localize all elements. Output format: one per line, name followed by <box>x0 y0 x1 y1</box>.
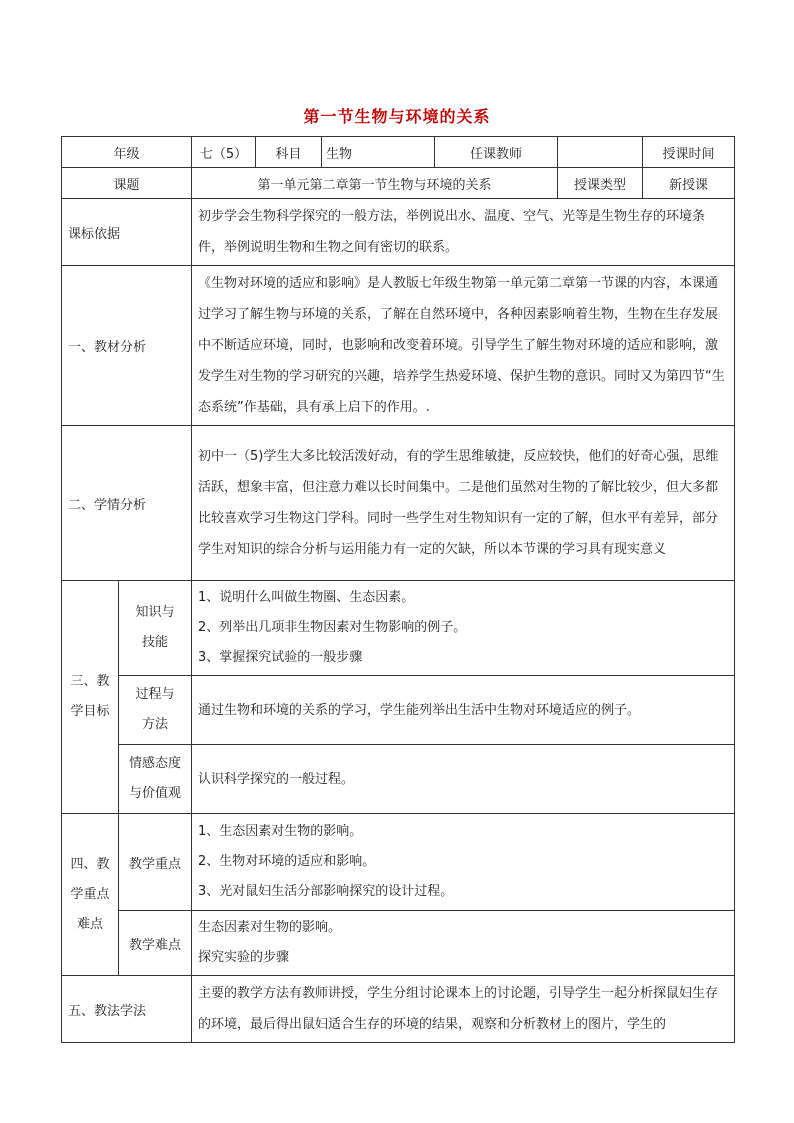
basis-text: 初步学会生物科学探究的一般方法，举例说出水、温度、空气、光等是生物生存的环境条件，举例说明生物和生物之间有密切的联系。 <box>192 199 735 266</box>
focus-key-row <box>62 814 735 911</box>
process-label: 过程与 方法 <box>119 676 192 745</box>
list-item: 3、光对鼠妇生活分部影响探究的设计过程。 <box>198 884 454 899</box>
knowledge-label: 知识与 技能 <box>119 581 192 676</box>
students-text: 初中一（5)学生大多比较活泼好动，有的学生思维敏捷，反应较快，他们的好奇心强，思维活跃，想象丰富，但注意力难以长时间集中。二是他们虽然对生物的了解比较少，但大多都比较喜欢学习生物这门学科。同时一些学生对生物知识有一定的了解，但水平有差异，部分学生对知识的综合分析与运用能力有一定的欠缺，所以本节课的学习具有现实意义 <box>192 426 735 581</box>
time-label: 授课时间 <box>643 137 735 168</box>
students-label: 二、学情分析 <box>62 426 192 581</box>
key-items <box>192 814 735 911</box>
list-item: 2、生物对环境的适应和影响。 <box>198 854 376 869</box>
methods-row <box>62 976 735 1043</box>
grade-value: 七（5） <box>192 137 256 168</box>
list-item: 1、说明什么叫做生物圈、生态因素。 <box>198 590 415 605</box>
topic-label: 课题 <box>62 168 192 199</box>
info-row-1 <box>62 137 735 168</box>
list-item: 生态因素对生物的影响。 <box>198 920 342 935</box>
textbook-row <box>62 266 735 426</box>
info-row-2 <box>62 168 735 199</box>
teacher-value <box>558 137 643 168</box>
knowledge-items <box>192 581 735 676</box>
difficult-items <box>192 911 735 976</box>
list-item: 3、掌握探究试验的一般步骤 <box>198 650 363 665</box>
list-item: 探究实验的步骤 <box>198 950 290 965</box>
type-label: 授课类型 <box>558 168 643 199</box>
goals-knowledge-row <box>62 581 735 676</box>
list-item: 2、列举出几项非生物因素对生物影响的例子。 <box>198 620 467 635</box>
subject-value: 生物 <box>322 137 435 168</box>
focus-label: 四、教 学重点 难点 <box>62 814 119 976</box>
page-title: 第一节生物与环境的关系 <box>303 107 491 126</box>
textbook-label: 一、教材分析 <box>62 266 192 426</box>
methods-label: 五、教法学法 <box>62 976 192 1043</box>
basis-label: 课标依据 <box>62 199 192 266</box>
textbook-text: 《生物对环境的适应和影响》是人教版七年级生物第一单元第二章第一节课的内容，本课通过学习了解生物与环境的关系，了解在自然环境中，各种因素影响着生物，生物在生存发展中不断适应环境，同时，也影响和改变着环境。引导学生了解生物对环境的适应和影响，激发学生对生物的学习研究的兴趣，培养学生热爱环境、保护生物的意识。同时又为第四节“生态系统”作基础，具有承上启下的作用。. <box>192 266 735 426</box>
goals-label: 三、教 学目标 <box>62 581 119 814</box>
difficult-label: 教学难点 <box>119 911 192 976</box>
methods-text: 主要的教学方法有教师讲授，学生分组讨论课本上的讨论题，引导学生一起分析探鼠妇生存的环境，最后得出鼠妇适合生存的环境的结果，观察和分析教材上的图片，学生的 <box>192 976 735 1043</box>
subject-label: 科目 <box>256 137 322 168</box>
emotion-text: 认识科学探究的一般过程。 <box>192 745 735 814</box>
students-row <box>62 426 735 581</box>
basis-row <box>62 199 735 266</box>
goals-emotion-row <box>62 745 735 814</box>
teacher-label: 任课教师 <box>435 137 558 168</box>
lesson-plan-table <box>61 136 735 1043</box>
topic-value: 第一单元第二章第一节生物与环境的关系 <box>192 168 558 199</box>
emotion-label: 情感态度 与价值观 <box>119 745 192 814</box>
list-item: 1、生态因素对生物的影响。 <box>198 824 363 839</box>
grade-label: 年级 <box>62 137 192 168</box>
process-text: 通过生物和环境的关系的学习，学生能列举出生活中生物对环境适应的例子。 <box>192 676 735 745</box>
key-label: 教学重点 <box>119 814 192 911</box>
goals-process-row <box>62 676 735 745</box>
focus-difficult-row <box>62 911 735 976</box>
type-value: 新授课 <box>643 168 735 199</box>
